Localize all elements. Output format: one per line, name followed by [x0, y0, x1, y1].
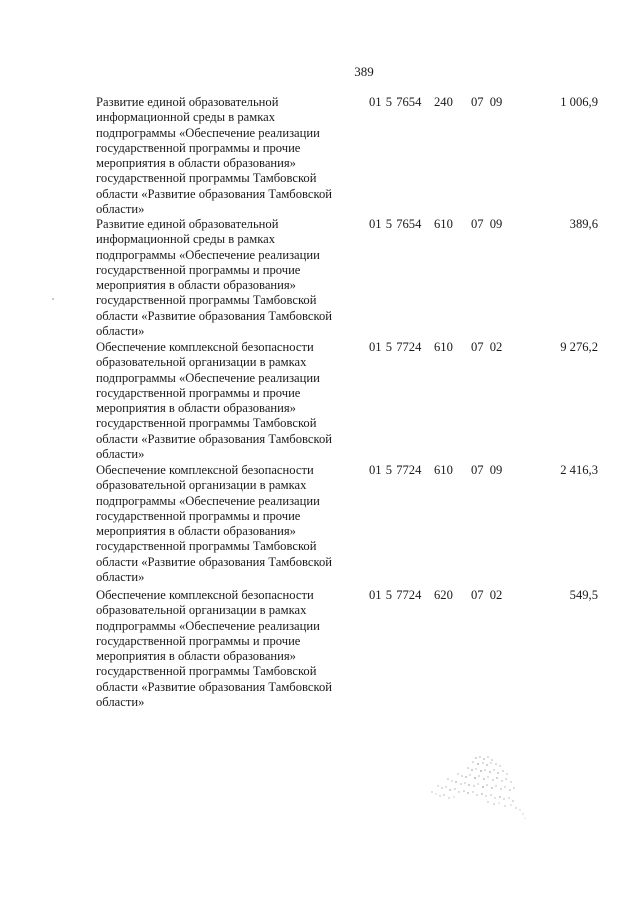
row-section: 07 09 — [471, 463, 503, 477]
table-row — [0, 463, 640, 588]
row-target-code: 01 5 7724 — [369, 588, 422, 602]
row-target-code: 01 5 7724 — [369, 340, 422, 354]
row-description: Развитие единой образовательной информационной среды в рамках подпрограммы «Обеспечение реализации государственной программы и прочие мероприятия в области образования» государственной программы Тамбовской области «Развитие образования Тамбовской области» — [96, 217, 332, 339]
row-expense-type: 620 — [434, 588, 453, 602]
row-section: 07 02 — [471, 340, 503, 354]
row-expense-type: 240 — [434, 95, 453, 109]
row-target-code: 01 5 7654 — [369, 95, 422, 109]
page-number: 389 — [354, 64, 374, 79]
row-section: 07 02 — [471, 588, 503, 602]
row-amount: 2 416,3 — [560, 463, 598, 477]
table-row — [0, 588, 640, 710]
row-amount: 549,5 — [569, 588, 598, 602]
row-amount: 389,6 — [569, 217, 598, 231]
budget-table — [0, 95, 640, 710]
row-amount: 9 276,2 — [560, 340, 598, 354]
row-amount: 1 006,9 — [560, 95, 598, 109]
row-section: 07 09 — [471, 217, 503, 231]
row-section: 07 09 — [471, 95, 503, 109]
row-target-code: 01 5 7724 — [369, 463, 422, 477]
table-row — [0, 217, 640, 340]
row-description: Обеспечение комплексной безопасности образовательной организации в рамках подпрограммы «Обеспечение реализации государственной программы и прочие мероприятия в области образования» государственной программы Тамбовской области «Развитие образования Тамбовской области» — [96, 463, 332, 585]
faded-stamp-icon — [428, 752, 538, 822]
row-expense-type: 610 — [434, 217, 453, 231]
row-description: Развитие единой образовательной информационной среды в рамках подпрограммы «Обеспечение реализации государственной программы и прочие мероприятия в области образования» государственной программы Тамбовской области «Развитие образования Тамбовской области» — [96, 95, 332, 217]
table-row — [0, 95, 640, 217]
row-description: Обеспечение комплексной безопасности образовательной организации в рамках подпрограммы «Обеспечение реализации государственной программы и прочие мероприятия в области образования» государственной программы Тамбовской области «Развитие образования Тамбовской области» — [96, 340, 332, 462]
row-expense-type: 610 — [434, 463, 453, 477]
row-target-code: 01 5 7654 — [369, 217, 422, 231]
table-row — [0, 340, 640, 463]
scan-speck — [52, 298, 54, 300]
row-expense-type: 610 — [434, 340, 453, 354]
row-description: Обеспечение комплексной безопасности образовательной организации в рамках подпрограммы «Обеспечение реализации государственной программы и прочие мероприятия в области образования» государственной программы Тамбовской области «Развитие образования Тамбовской области» — [96, 588, 332, 710]
